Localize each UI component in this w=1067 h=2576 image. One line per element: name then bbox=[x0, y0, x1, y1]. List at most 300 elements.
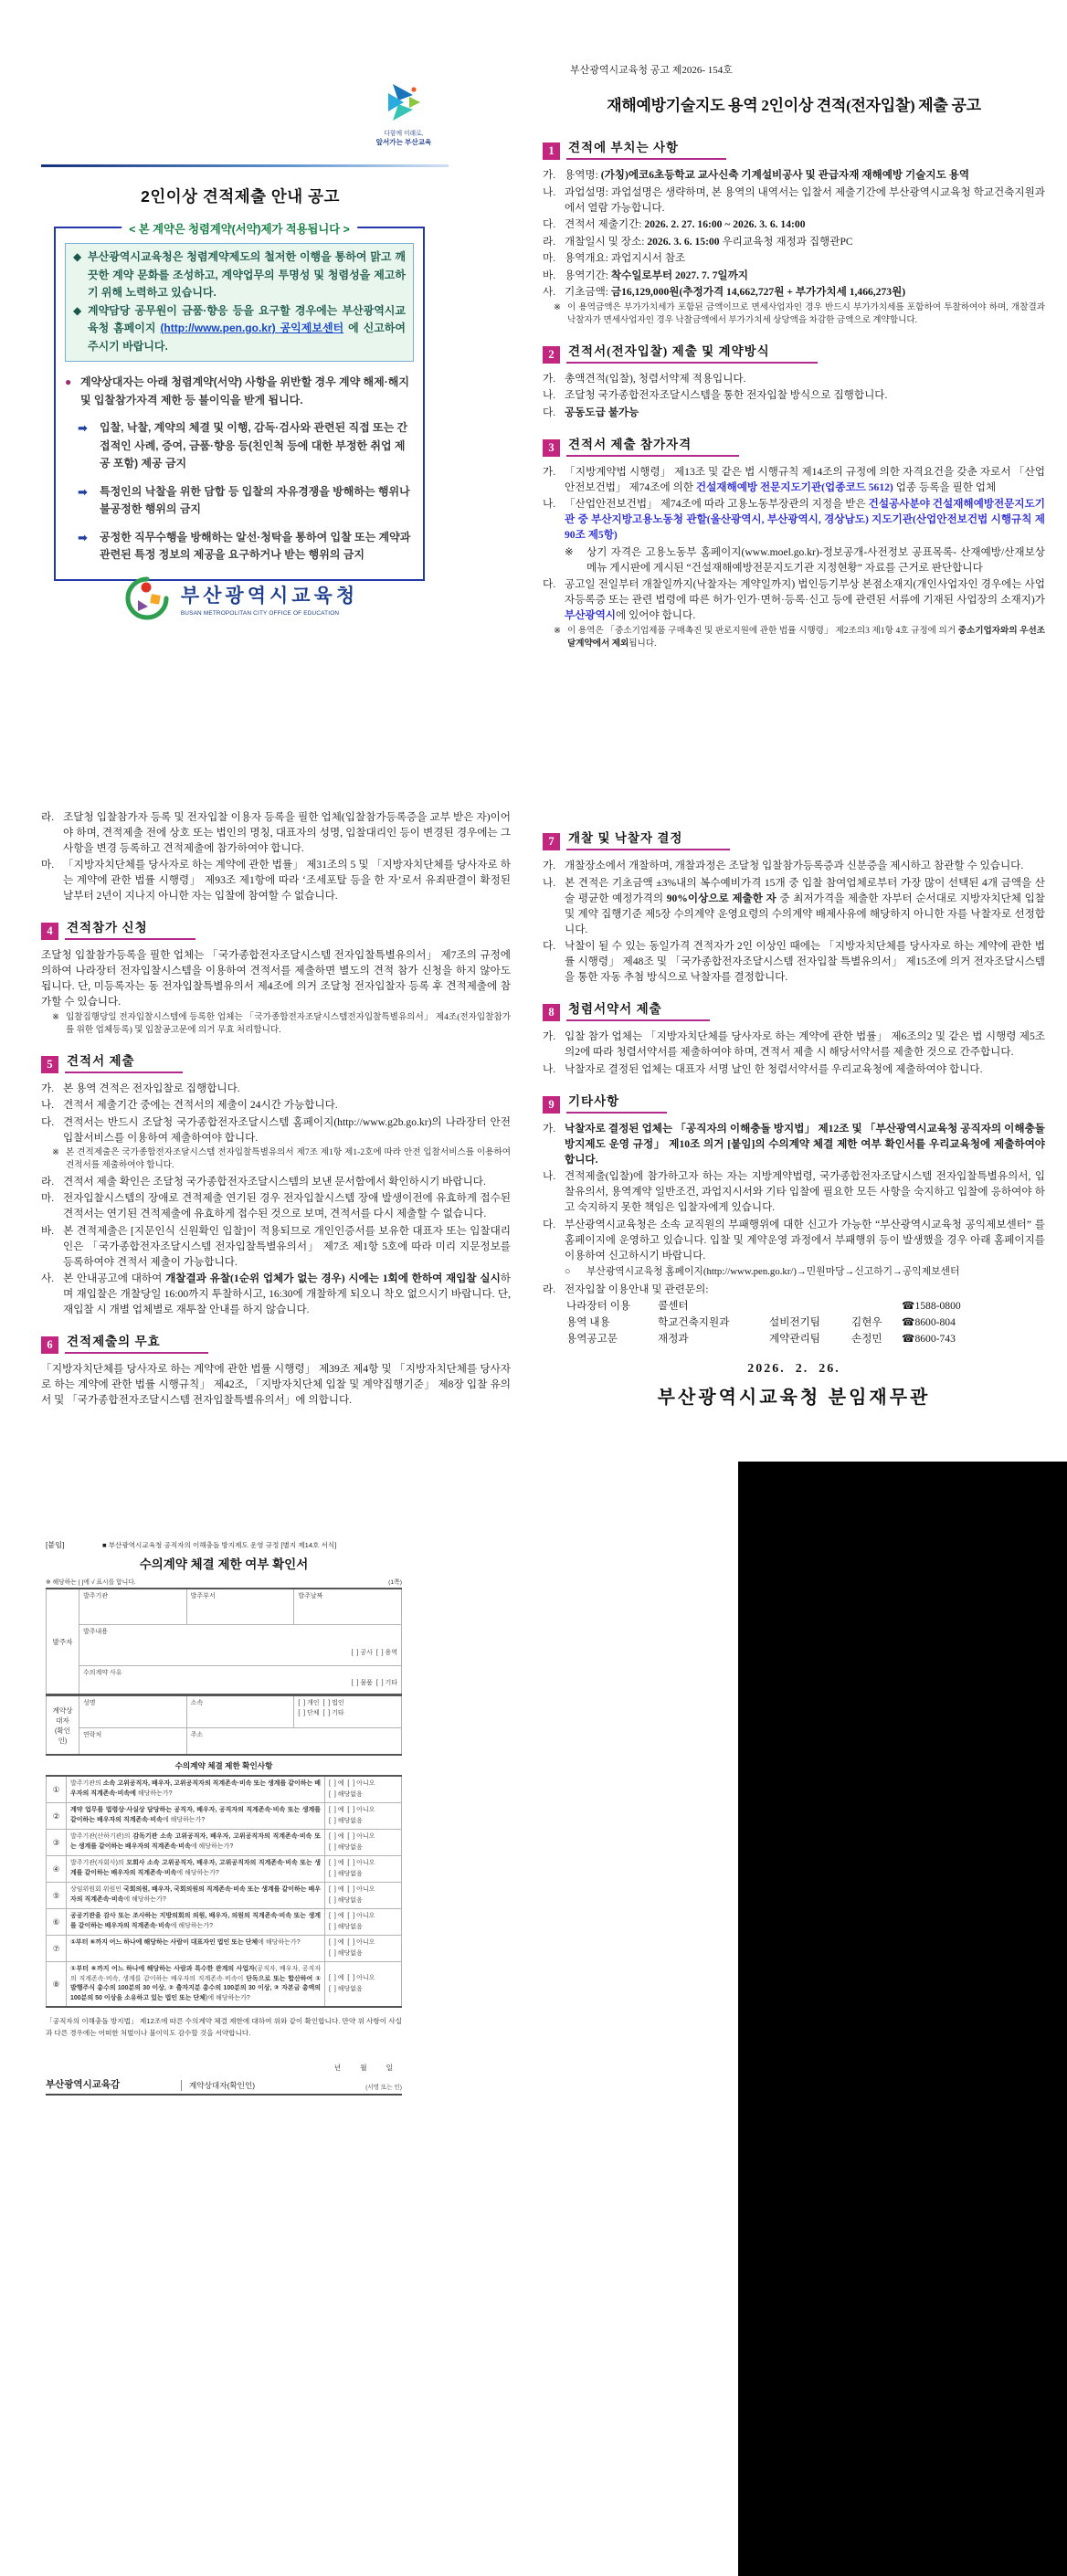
check-row bbox=[47, 1883, 402, 1909]
contact-cell: 용역공고문 bbox=[566, 1333, 618, 1345]
doc-item bbox=[543, 544, 1045, 575]
doc-item bbox=[543, 250, 1045, 266]
answer-yes-no: [ ] 예 [ ] 아니오 bbox=[329, 1807, 375, 1813]
doc-item bbox=[41, 1174, 511, 1189]
text-segment: 하며 재입찰은 개찰당일 16:00까지 투찰하시고, 16:30에 개찰하게 되오니 착오 없으시기 바랍니다. 단, 재입찰 시 개별 업체별로 재투찰 안내를 하지 않습니다. bbox=[63, 1272, 511, 1315]
text-segment: 소속 고위공직자, 배우자, 고위공직자의 직계존속·비속 또는 생계를 같이하는 배우자의 직계존속·비속에 bbox=[70, 1780, 321, 1797]
cover-title: 2인이상 견적제출 안내 공고 bbox=[141, 187, 340, 206]
attach-ref: ■ 부산광역시교육청 공직자의 이해충돌 방지제도 운영 규정 [별지 제14호 서식] bbox=[102, 1541, 337, 1549]
doc-item bbox=[543, 167, 1045, 183]
doc-item bbox=[543, 234, 1045, 249]
text-segment: 조달청 입찰참가자 등록 및 전자입찰 이용자 등록을 필한 업체(입찰참가등록증을 교부 받은 자)이어야 하며, 견적제출 전에 상호 또는 법인의 명칭, 대표자의 성명, 입찰대리인 등이 변경된 경우에는 그 사항을 변경 등록하고 견적제출에 참가하여야 합니다. bbox=[63, 810, 511, 854]
addressee: 부산광역시교육감 bbox=[46, 2079, 121, 2090]
section-header bbox=[543, 341, 1045, 364]
doc-item bbox=[543, 496, 1045, 543]
section-header bbox=[543, 998, 1045, 1021]
section-number-badge: 3 bbox=[543, 439, 560, 457]
text-segment: ①부터 ⑥까지 어느 하나에 해당하는 사람이 대표자인 법인 또는 단체 bbox=[70, 1939, 259, 1946]
text-segment: 에 있어야 합니다. bbox=[616, 609, 696, 621]
text-segment: (가칭)에코6초등학교 교사신축 기계설비공사 및 관급자재 재해예방 기술지도 용역 bbox=[600, 169, 970, 181]
text-segment: 국회의원, 배우자, 국회의원의 직계존속·비속 또는 생계를 같이하는 배우자의 직계존속·비속 bbox=[70, 1886, 321, 1903]
text-segment: 부산광역시교육청은 소속 교직원의 부패행위에 대한 신고가 가능한 “부산광역시교육청 공익제보센터” 를 홈페이지에 운영하고 있습니다. 입찰 및 계약운영 과정에서 부패행위 등이 발생했을 경우 아래 홈페이지를 이용하여 신고하시기 바랍니다. bbox=[565, 1218, 1045, 1262]
p1-sections bbox=[543, 137, 1045, 650]
orderer-label: 발주자 bbox=[47, 1589, 79, 1694]
doc-item bbox=[543, 301, 1045, 327]
text-segment: 입찰집행당일 전자입찰시스템에 등록한 업체는 「국가종합전자조달시스템전자입찰특별유의서」 제4조(전자입찰참가를 위한 업체등록) 및 입찰공고문에 의거 무효 처리합니다. bbox=[66, 1011, 511, 1035]
section-number-badge: 5 bbox=[41, 1056, 58, 1073]
row-question bbox=[67, 1803, 325, 1830]
item-text bbox=[565, 405, 1045, 420]
field-contract-reason: 수의계약 사유 bbox=[79, 1666, 402, 1695]
diamond-bullet-icon: ◆ bbox=[73, 303, 82, 317]
item-label: 다. bbox=[543, 406, 556, 418]
text-segment: 「지방자치단체를 당사자로 하는 계약에 관한 법률」 제31조의 5 및 「지방자치단체를 당사자로 하는 계약에 관한 법률 시행령」 제93조 제1항에 따라 ‘조세포탈 등을 한 자’로서 유죄판결이 확정된 날부터 2년이 지나지 아니한 자는 입찰에 참여할 수 없습니다. bbox=[63, 859, 511, 902]
item-label: 나. bbox=[543, 1062, 556, 1075]
item-text bbox=[66, 1146, 511, 1172]
text-segment: 에 해당하는가? bbox=[170, 1922, 214, 1929]
answer-yes-no: [ ] 예 [ ] 아니오 bbox=[329, 1975, 375, 1981]
redacted-area bbox=[738, 1462, 1067, 2576]
row-number: ⑧ bbox=[47, 1962, 67, 2008]
text-segment: 낙찰이 될 수 있는 동일가격 견적자가 2인 이상인 때에는 「지방자치단체를 당사자로 하는 계약에 관한 법률 시행령」 제48조 및 「국가종합전자조달시스템 전자입찰 특별유의서」 제15조에 의거 전자조달시스템을 통한 자동 추첨 방식으로 낙찰자를 결정합니다. bbox=[565, 940, 1045, 983]
text-segment: 조달청 국가종합전자조달시스템을 통한 전자입찰 방식으로 집행합니다. bbox=[565, 389, 888, 401]
text-segment: 입찰 참가 업체는 「지방자치단체를 당사자로 하는 계약에 관한 법률」 제6조의2 및 같은 법 시행령 제5조의2에 따라 청렴서약서를 제출하여야 하며, 견적서 제출 시 해당서약서를 제출한 것으로 간주합니다. bbox=[565, 1030, 1045, 1058]
doc-item bbox=[543, 1061, 1045, 1077]
section-title: 견적서 제출 참가자격 bbox=[566, 434, 739, 457]
text-segment: 본 견적은 기초금액 ±3%내의 복수예비가격 15개 중 입찰 참여업체로부터 가장 많이 선택된 4개 금액을 산술 평균한 예정가격의 bbox=[565, 876, 1045, 904]
doc-item bbox=[543, 405, 1045, 420]
item-label: 가. bbox=[543, 372, 556, 385]
signer-role: 계약상대자(확인인) bbox=[181, 2080, 365, 2091]
row-question bbox=[67, 1856, 325, 1883]
item-text bbox=[567, 625, 1045, 650]
item-text bbox=[63, 1190, 511, 1221]
doc-item bbox=[41, 1081, 511, 1096]
doc-item bbox=[543, 464, 1045, 495]
office-logo bbox=[41, 574, 439, 623]
item-text bbox=[41, 947, 511, 1009]
row-number: ④ bbox=[47, 1856, 67, 1883]
item-text bbox=[41, 1361, 511, 1408]
item-text bbox=[565, 284, 1045, 300]
doc-item bbox=[543, 858, 1045, 873]
doc-item bbox=[41, 1146, 511, 1172]
text-segment: 상기 자격은 고용노동부 홈페이지(www.moel.go.kr)-정보공개-사전정보 공표목록- 산재예방/산재보상 메뉴 게시판에 게시된 “건설재해예방전문지도기관 지정현황” 자료를 근거로 판단합니다 bbox=[586, 545, 1045, 574]
item-label: ※ bbox=[554, 625, 562, 636]
seal-note: (서명 또는 인) bbox=[365, 2085, 402, 2091]
office-name-kr: 부산광역시교육청 bbox=[180, 585, 359, 607]
item-text bbox=[63, 1114, 511, 1145]
text-segment: 에 해당하는가? bbox=[162, 1816, 206, 1823]
doc-item bbox=[41, 857, 511, 903]
answer-not-applicable: [ ] 해당없음 bbox=[329, 1844, 363, 1851]
item-text bbox=[565, 216, 1045, 232]
field-name: 성명 bbox=[79, 1695, 187, 1728]
item-text bbox=[63, 809, 511, 856]
row-number: ② bbox=[47, 1803, 67, 1830]
check-row bbox=[47, 1936, 402, 1962]
item-label: 라. bbox=[41, 810, 55, 823]
integrity-notice-box bbox=[54, 223, 425, 581]
row-number: ① bbox=[47, 1776, 67, 1803]
item-label: 사. bbox=[41, 1272, 55, 1284]
office-emblem-icon bbox=[122, 574, 172, 623]
text-segment: 발주기관(자회사)의 bbox=[70, 1860, 127, 1866]
doc-item bbox=[543, 875, 1045, 937]
text-segment: 90%이상으로 제출한 자 bbox=[666, 892, 776, 904]
doc-item bbox=[543, 1168, 1045, 1215]
section-header bbox=[543, 434, 1045, 457]
field-order-org: 발주기관 bbox=[79, 1589, 187, 1625]
section-header bbox=[543, 828, 1045, 850]
form-attach-line bbox=[46, 1540, 402, 1550]
brand-slogan-line2: 앞서가는 부산교육 bbox=[375, 138, 432, 146]
item-label: 가. bbox=[543, 169, 556, 181]
row-answers bbox=[325, 1856, 402, 1883]
row-number: ⑦ bbox=[47, 1936, 67, 1962]
text-segment: 건설재해예방 전문지도기관(업종코드 5612) bbox=[695, 480, 893, 493]
text-segment: 발주기관(산하기관)의 bbox=[70, 1833, 133, 1840]
item-label: 라. bbox=[543, 1283, 556, 1295]
text-segment: 조달청 입찰참가등록을 필한 업체는 「국가종합전자조달시스템 전자입찰특별유의서」 제7조의 규정에 의하여 나라장터 전자입찰시스템을 이용하여 견적서를 제출하면 별도의 견적 참가 신청을 하지 않아도 됩니다. 단, 미등록자는 동 전자입찰특별유의서 제4조에 의거 조달청 전자입찰자 등록 후 견적제출에 참가할 수 있습니다. bbox=[41, 949, 511, 1008]
item-label: 나. bbox=[543, 389, 556, 401]
row-answers bbox=[325, 1803, 402, 1830]
doc-item bbox=[543, 1121, 1045, 1167]
item-text bbox=[565, 1217, 1045, 1263]
doc-item bbox=[41, 809, 511, 856]
order-type-checkboxes bbox=[352, 1628, 397, 1708]
notice-signer: 부산광역시교육청 분임재무관 bbox=[657, 1388, 931, 1408]
row-question bbox=[67, 1962, 325, 2008]
contact-cell: 재정과 bbox=[658, 1333, 689, 1345]
field-order-dept: 발주부서 bbox=[186, 1589, 294, 1625]
notice-page-3 bbox=[543, 814, 1045, 1409]
contact-cell: 콜센터 bbox=[658, 1300, 689, 1312]
doc-item bbox=[543, 371, 1045, 386]
item-label: 다. bbox=[543, 218, 556, 230]
text-segment: 에 해당하는가? bbox=[190, 1842, 234, 1850]
row-answers bbox=[325, 1936, 402, 1962]
busan-edu-brand-icon bbox=[386, 82, 422, 122]
section-title: 견적서 제출 bbox=[65, 1050, 183, 1073]
item-label: 마. bbox=[543, 252, 556, 264]
text-segment: 금16,129,000원(추정가격 14,662,727원 + 부가가치세 1,466,273원) bbox=[610, 286, 906, 298]
text-segment: 전자입찰 이용안내 및 관련문의: bbox=[565, 1283, 709, 1295]
item-text bbox=[565, 1029, 1045, 1060]
item-label: 라. bbox=[41, 1175, 55, 1188]
item-text bbox=[565, 371, 1045, 386]
section-header bbox=[41, 1050, 511, 1073]
item-text bbox=[565, 875, 1045, 937]
field-order-content-label: 발주내용 bbox=[83, 1629, 109, 1635]
contractor-label-line1: 계약상대자 bbox=[52, 1705, 73, 1725]
item-label: 나. bbox=[543, 876, 556, 889]
answer-not-applicable: [ ] 해당없음 bbox=[329, 1871, 363, 1877]
text-segment: 이 용역은 「중소기업제품 구매촉진 및 판로지원에 관한 법률 시행령」 제2조의3 제1항 4호 규정에 의거 bbox=[567, 625, 958, 636]
doc-item bbox=[543, 284, 1045, 300]
section-title: 견적참가 신청 bbox=[65, 917, 195, 940]
item-text bbox=[565, 576, 1045, 623]
row-answers bbox=[325, 1776, 402, 1803]
item-label: 다. bbox=[543, 940, 556, 952]
text-segment: 상임위원회 위원인 bbox=[70, 1886, 123, 1893]
check-row bbox=[47, 1856, 402, 1883]
header-rule bbox=[41, 164, 449, 167]
field-order-date: 발주날짜 bbox=[294, 1589, 402, 1625]
row-question bbox=[67, 1909, 325, 1936]
text-segment: 감독기관 소속 고위공직자, 배우자, 고위공직자의 직계존속·비속 또는 생계를 같이하는 배우자의 직계존속·비속 bbox=[70, 1833, 322, 1850]
item-label: 가. bbox=[543, 1030, 556, 1042]
row-question bbox=[67, 1830, 325, 1856]
section-title: 견적서(전자입찰) 제출 및 계약방식 bbox=[566, 341, 818, 364]
text-segment: 본 견적제출은 국가종합전자조달시스템 전자입찰특별유의서 제7조 제1항 제1-2호에 따라 안전 입찰서비스를 이용하여 견적서를 제출하여야 합니다. bbox=[66, 1147, 511, 1170]
checkbox-line-group-etc: [ ] 단체 [ ] 기타 bbox=[298, 1710, 344, 1716]
answer-yes-no: [ ] 예 [ ] 아니오 bbox=[329, 1780, 375, 1787]
answer-yes-no: [ ] 예 [ ] 아니오 bbox=[329, 1886, 375, 1893]
violation-intro bbox=[65, 374, 414, 409]
item-label: 가. bbox=[41, 1082, 55, 1094]
item-label: 나. bbox=[41, 1099, 55, 1111]
text-segment: 중 최저가격을 제출한 자부터 순서대로 지방자치단체 입찰 및 계약 집행기준 제5장 수의계약 운영요령의 수의계약 배제사유에 해당하지 아니한 자를 낙찰자로 선정합니다. bbox=[565, 892, 1045, 935]
item-label: ※ bbox=[565, 545, 574, 558]
doc-item bbox=[41, 1011, 511, 1037]
text-segment: 견적서 제출 확인은 조달청 국가종합전자조달시스템의 보낸 문서함에서 확인하시기 바랍니다. bbox=[63, 1175, 486, 1188]
text-segment: 견적서는 반드시 조달청 국가종합전자조달시스템 홈페이지(http://www.g2b.go.kr)의 나라장터 안전입찰서비스를 이용하여 제출하여야 합니다. bbox=[63, 1115, 511, 1144]
row-question bbox=[67, 1936, 325, 1962]
text-segment: )에 해당하는가? bbox=[206, 1994, 250, 2001]
section-header bbox=[41, 917, 511, 940]
text-segment: 낙찰자로 결정된 업체는 「공직자의 이해충돌 방지법」 제12조 및 「부산광역시교육청 공직자의 이해충돌 방지제도 운영 규정」 제10조 의거 [붙임]의 수의계약 체결 제한 여부 확인서를 우리교육청에 제출하여야 합니다. bbox=[565, 1122, 1045, 1166]
text-segment: 「지방자치단체를 당사자로 하는 계약에 관한 법률 시행령」 제39조 제4항 및 「지방자치단체를 당사자로 하는 계약에 관한 법률 시행규칙」 제42조, 「지방자치단체 입찰 및 계약집행기준」 제8장 입찰 유의서 및 「국가종합전자조달시스템 전자입찰특별유의서」에 의합니다. bbox=[41, 1363, 511, 1406]
text-segment: ①부터 ⑥까지 어느 하나에 해당하는 사람과 특수한 관계의 사업자 bbox=[70, 1966, 255, 1972]
text-segment: 전자입찰시스템의 장애로 견적제출 연기된 경우 전자입찰시스템 장애 발생이전에 유효하게 접수된 견적서는 연기된 견적제출에 유효하게 접수된 것으로 보며, 견적서를 다시 제출할 수 없습니다. bbox=[63, 1192, 511, 1219]
contact-cell: 손정민 bbox=[851, 1333, 882, 1345]
violation-item-3 bbox=[65, 529, 414, 565]
text-segment: 용역개요: 과업지시서 참조 bbox=[565, 252, 686, 264]
doc-item bbox=[543, 185, 1045, 216]
row-answers bbox=[325, 1909, 402, 1936]
section-title: 견적제출의 무효 bbox=[65, 1331, 208, 1354]
orderer-table bbox=[46, 1588, 402, 1695]
contact-row bbox=[543, 1298, 1045, 1314]
text-segment: 2026. 2. 27. 16:00 ~ 2026. 3. 6. 14:00 bbox=[644, 218, 806, 230]
item-text bbox=[586, 544, 1045, 575]
text-segment: 해당하는가? bbox=[135, 1789, 173, 1797]
answer-not-applicable: [ ] 해당없음 bbox=[329, 1924, 363, 1930]
item-label: 다. bbox=[41, 1115, 55, 1128]
doc-item bbox=[543, 1282, 1045, 1297]
public-report-link[interactable]: (http://www.pen.go.kr) 공익제보센터 bbox=[160, 322, 344, 334]
item-text bbox=[565, 1121, 1045, 1167]
section-header bbox=[41, 1331, 511, 1354]
text-segment: 용역명: bbox=[565, 169, 601, 181]
section-title: 기타사항 bbox=[566, 1091, 667, 1114]
doc-item bbox=[41, 1114, 511, 1145]
text-segment: 모회사 소속 고위공직자, 배우자, 고위공직자의 직계존속·비속 또는 생계를 같이하는 배우자의 직계존속·비속 bbox=[70, 1860, 321, 1876]
circle-bullet-icon: ● bbox=[65, 375, 72, 388]
item-label: 가. bbox=[543, 1122, 556, 1135]
answer-yes-no: [ ] 예 [ ] 아니오 bbox=[329, 1860, 375, 1866]
restriction-check-table bbox=[46, 1775, 402, 2008]
contact-row bbox=[543, 1314, 1045, 1331]
item-label: 다. bbox=[543, 578, 556, 590]
item-label: ※ bbox=[52, 1147, 60, 1157]
check-row bbox=[47, 1830, 402, 1856]
text-segment: 공공기관을 감사 또는 조사하는 지방의회의 의원, 배우자, 의원의 직계존속·비속 또는 생계를 같이하는 배우자의 직계존속·비속 bbox=[70, 1913, 321, 1929]
doc-item bbox=[543, 625, 1045, 650]
text-segment: 됩니다. bbox=[629, 638, 657, 649]
text-segment: 견적서 제출기간 중에는 견적서의 제출이 24시간 가능합니다. bbox=[63, 1099, 338, 1111]
p3-sections bbox=[543, 828, 1045, 1297]
item-text bbox=[586, 1264, 1045, 1280]
p2-sections bbox=[41, 809, 511, 1409]
violation-intro-text: 계약상대자는 아래 청렴계약(서약) 사항을 위반할 경우 계약 해제·해지 및 입찰참가자격 제한 등 불이익을 받게 됩니다. bbox=[80, 375, 409, 406]
item-text bbox=[567, 301, 1045, 327]
contractor-label bbox=[47, 1695, 79, 1755]
item-label: 나. bbox=[543, 185, 556, 198]
item-text bbox=[565, 250, 1045, 266]
contact-cell: 김현우 bbox=[851, 1316, 882, 1328]
text-segment: 개찰장소에서 개찰하며, 개찰과정은 조달청 입찰참가등록증과 신분증을 제시하고 참관할 수 있습니다. bbox=[565, 860, 1024, 871]
text-segment: 공동도급 불가능 bbox=[565, 406, 639, 418]
checkbox-line-individual-corp: [ ] 개인 [ ] 법인 bbox=[298, 1700, 344, 1706]
section-header bbox=[543, 1091, 1045, 1114]
text-segment: 우리교육청 재정과 집행관PC bbox=[719, 235, 853, 248]
row-answers bbox=[325, 1962, 402, 2008]
violation-item-2 bbox=[65, 483, 414, 519]
answer-yes-no: [ ] 예 [ ] 아니오 bbox=[329, 1833, 375, 1840]
page-marker: (1쪽) bbox=[388, 1579, 402, 1586]
contact-phone: ☎1588-0800 bbox=[902, 1300, 961, 1312]
notice-title: 재해예방기술지도 용역 2인이상 견적(전자입찰) 제출 공고 bbox=[607, 97, 981, 114]
arrow-bullet-icon: ➡ bbox=[78, 484, 88, 499]
item-label: 바. bbox=[543, 269, 556, 281]
item-label: 다. bbox=[543, 1218, 556, 1230]
text-segment: 본 견적제출은 [지문인식 신원확인 입찰]이 적용되므로 개인인증서를 보유한 대표자 또는 입찰대리인은 「국가종합전자조달시스템 전자입찰특별유의서」 제7조 제1항 5호에 따라 미리 지문정보를 등록하여야 견적서 제출이 가능합니다. bbox=[63, 1224, 511, 1268]
item-text bbox=[565, 387, 1045, 403]
text-segment: (공직자, 배우자, 공직자의 직계존속·비속, 생계를 같이하는 배우자의 직계존속·비속이 bbox=[70, 1966, 321, 1982]
item-text bbox=[66, 1011, 511, 1037]
answer-yes-no: [ ] 예 [ ] 아니오 bbox=[329, 1913, 375, 1919]
item-text bbox=[565, 464, 1045, 495]
doc-item bbox=[41, 1223, 511, 1270]
field-address: 주소 bbox=[186, 1728, 401, 1756]
notice-page-2 bbox=[41, 808, 511, 1409]
contact-cell: 설비전기팀 bbox=[769, 1316, 820, 1328]
check-row bbox=[47, 1803, 402, 1830]
item-text bbox=[63, 1271, 511, 1317]
arrow-bullet-icon: ➡ bbox=[78, 530, 88, 544]
declaration-text: 「공직자의 이해충돌 방지법」 제12조에 따른 수의계약 체결 제한에 대하여 위와 같이 확인합니다. 만약 위 사항이 사실과 다른 경우에는 어떠한 처벌이나 불이익도 감수할 것을 서약합니다. bbox=[46, 2017, 402, 2037]
text-segment: 부산광역시 bbox=[565, 609, 616, 621]
item-label: 가. bbox=[543, 860, 556, 871]
check-instruction: ※ 해당하는 [ ]에 √ 표시를 합니다. bbox=[46, 1579, 136, 1586]
doc-item bbox=[543, 387, 1045, 403]
item-label: 나. bbox=[543, 1170, 556, 1182]
answer-not-applicable: [ ] 해당없음 bbox=[329, 1897, 363, 1904]
text-segment: 용역기간: bbox=[565, 269, 611, 281]
item-label: ※ bbox=[52, 1011, 60, 1022]
text-segment: 「지방계약법 시행령」 제13조 및 같은 법 시행규칙 제14조의 규정에 의한 자격요건을 갖춘 자로서 「산업안전보건법」 제74조에 의한 bbox=[565, 465, 1045, 493]
contractor-label-line2: (확인인) bbox=[54, 1726, 71, 1745]
item-text bbox=[565, 858, 1045, 873]
checkbox-line-construction-service: [ ] 공사 [ ] 용역 bbox=[351, 1650, 397, 1656]
item-text bbox=[565, 167, 1045, 183]
violation-item-1-text: 입찰, 낙찰, 계약의 체결 및 이행, 감독·검사와 관련된 직접 또는 간접적인 사례, 증여, 금품·향응 등(친인척 등에 대한 부정한 취업 제공 포함) 제공 금지 bbox=[100, 421, 408, 470]
busan-edu-brand bbox=[363, 82, 445, 147]
answer-not-applicable: [ ] 해당없음 bbox=[329, 1791, 363, 1798]
item-text bbox=[565, 496, 1045, 543]
item-text bbox=[63, 857, 511, 903]
contact-table bbox=[543, 1298, 1045, 1347]
integrity-item-2 bbox=[73, 302, 406, 356]
item-text bbox=[63, 1097, 511, 1113]
check-row bbox=[47, 1962, 402, 2008]
contact-row bbox=[543, 1331, 1045, 1347]
contractor-table bbox=[46, 1694, 402, 1756]
form-title: 수의계약 체결 제한 여부 확인서 bbox=[139, 1557, 309, 1571]
check-row bbox=[47, 1909, 402, 1936]
text-segment: 본 용역 견적은 전자입찰로 집행합니다. bbox=[63, 1082, 240, 1094]
item-text bbox=[63, 1174, 511, 1189]
contact-cell: 계약관리팀 bbox=[769, 1333, 820, 1345]
text-segment: 중소기업자와의 우선조달계약에서 제외 bbox=[567, 625, 1046, 649]
text-segment: 2026. 3. 6. 15:00 bbox=[647, 235, 720, 248]
contact-cell bbox=[769, 1298, 851, 1314]
text-segment: 개찰결과 유찰(1순위 업체가 없는 경우) 시에는 1회에 한하여 재입찰 실시 bbox=[165, 1272, 501, 1284]
notice-page-1 bbox=[543, 62, 1045, 651]
contact-phone: ☎8600-743 bbox=[902, 1333, 956, 1345]
row-number: ③ bbox=[47, 1830, 67, 1856]
doc-item bbox=[41, 947, 511, 1009]
section-number-badge: 2 bbox=[543, 346, 560, 364]
integrity-inner-box bbox=[65, 243, 414, 362]
answer-not-applicable: [ ] 해당없음 bbox=[329, 1986, 363, 1992]
contact-cell: 나라장터 이용 bbox=[566, 1300, 631, 1312]
text-segment: 견적서 제출기간: bbox=[565, 218, 645, 230]
item-text bbox=[565, 185, 1045, 216]
check-section-title: 수의계약 체결 제한 확인사항 bbox=[174, 1761, 273, 1770]
item-text bbox=[565, 938, 1045, 985]
text-segment: 에 해당하는가? bbox=[123, 1895, 166, 1903]
section-number-badge: 4 bbox=[41, 923, 58, 940]
integrity-legend: < 본 계약은 청렴계약(서약)제가 적용됩니다 > bbox=[121, 220, 357, 237]
contact-cell: 학교건축지원과 bbox=[658, 1316, 730, 1328]
item-label: 라. bbox=[543, 235, 556, 248]
item-label: ※ bbox=[554, 301, 562, 312]
text-segment: 총액견적(입찰), 청렴서약제 적용입니다. bbox=[565, 372, 746, 385]
form-note-line bbox=[46, 1577, 402, 1586]
attachment-form bbox=[46, 1540, 402, 2096]
notice-date: 2026. 2. 26. bbox=[747, 1362, 840, 1376]
violation-item-2-text: 특정인의 낙찰을 위한 담합 등 입찰의 자유경쟁을 방해하는 행위나 불공정한 행위의 금지 bbox=[100, 484, 410, 515]
text-segment: 공고일 전일부터 개찰일까지(낙찰자는 계약일까지) 법인등기부상 본점소재지(개인사업자인 경우에는 사업자등록증 또는 관련 법령에 따른 허가·인가·면허·등록·신고 등에 관련된 서류에 기재된 사업장의 소재지)가 bbox=[565, 578, 1045, 606]
text-segment: 업종 등록을 필한 업체 bbox=[893, 480, 997, 493]
doc-item bbox=[41, 1361, 511, 1408]
brand-slogan-line1: 다함께 미래로, bbox=[384, 131, 424, 137]
row-number: ⑤ bbox=[47, 1883, 67, 1909]
item-text bbox=[565, 234, 1045, 249]
section-number-badge: 7 bbox=[543, 833, 560, 850]
office-name-en: BUSAN METROPOLITAN CITY OFFICE OF EDUCATION bbox=[180, 609, 340, 617]
text-segment: 단독으로 또는 합산하여 ① 발행주식 총수의 100분의 30 이상, ② 출자지분 총수의 100분의 30 이상, ③ 자본금 총액의 100분의 50 이상을 소유하고 있는 법인 또는 단체 bbox=[70, 1975, 321, 2001]
field-affiliation: 소속 bbox=[186, 1695, 294, 1728]
item-label: ○ bbox=[565, 1266, 571, 1277]
text-segment: 건설공사분야 건설재해예방전문지도기관 중 부산지방고용노동청 관할(울산광역시, 부산광역시, 경상남도) 지도기관(산업안전보건법 시행규칙 제90조 제5항) bbox=[565, 498, 1046, 541]
text-segment: 에 신고하여 주시기 바랍니다. bbox=[88, 322, 406, 353]
answer-yes-no: [ ] 예 [ ] 아니오 bbox=[329, 1939, 375, 1946]
answer-not-applicable: [ ] 해당없음 bbox=[329, 1818, 363, 1824]
